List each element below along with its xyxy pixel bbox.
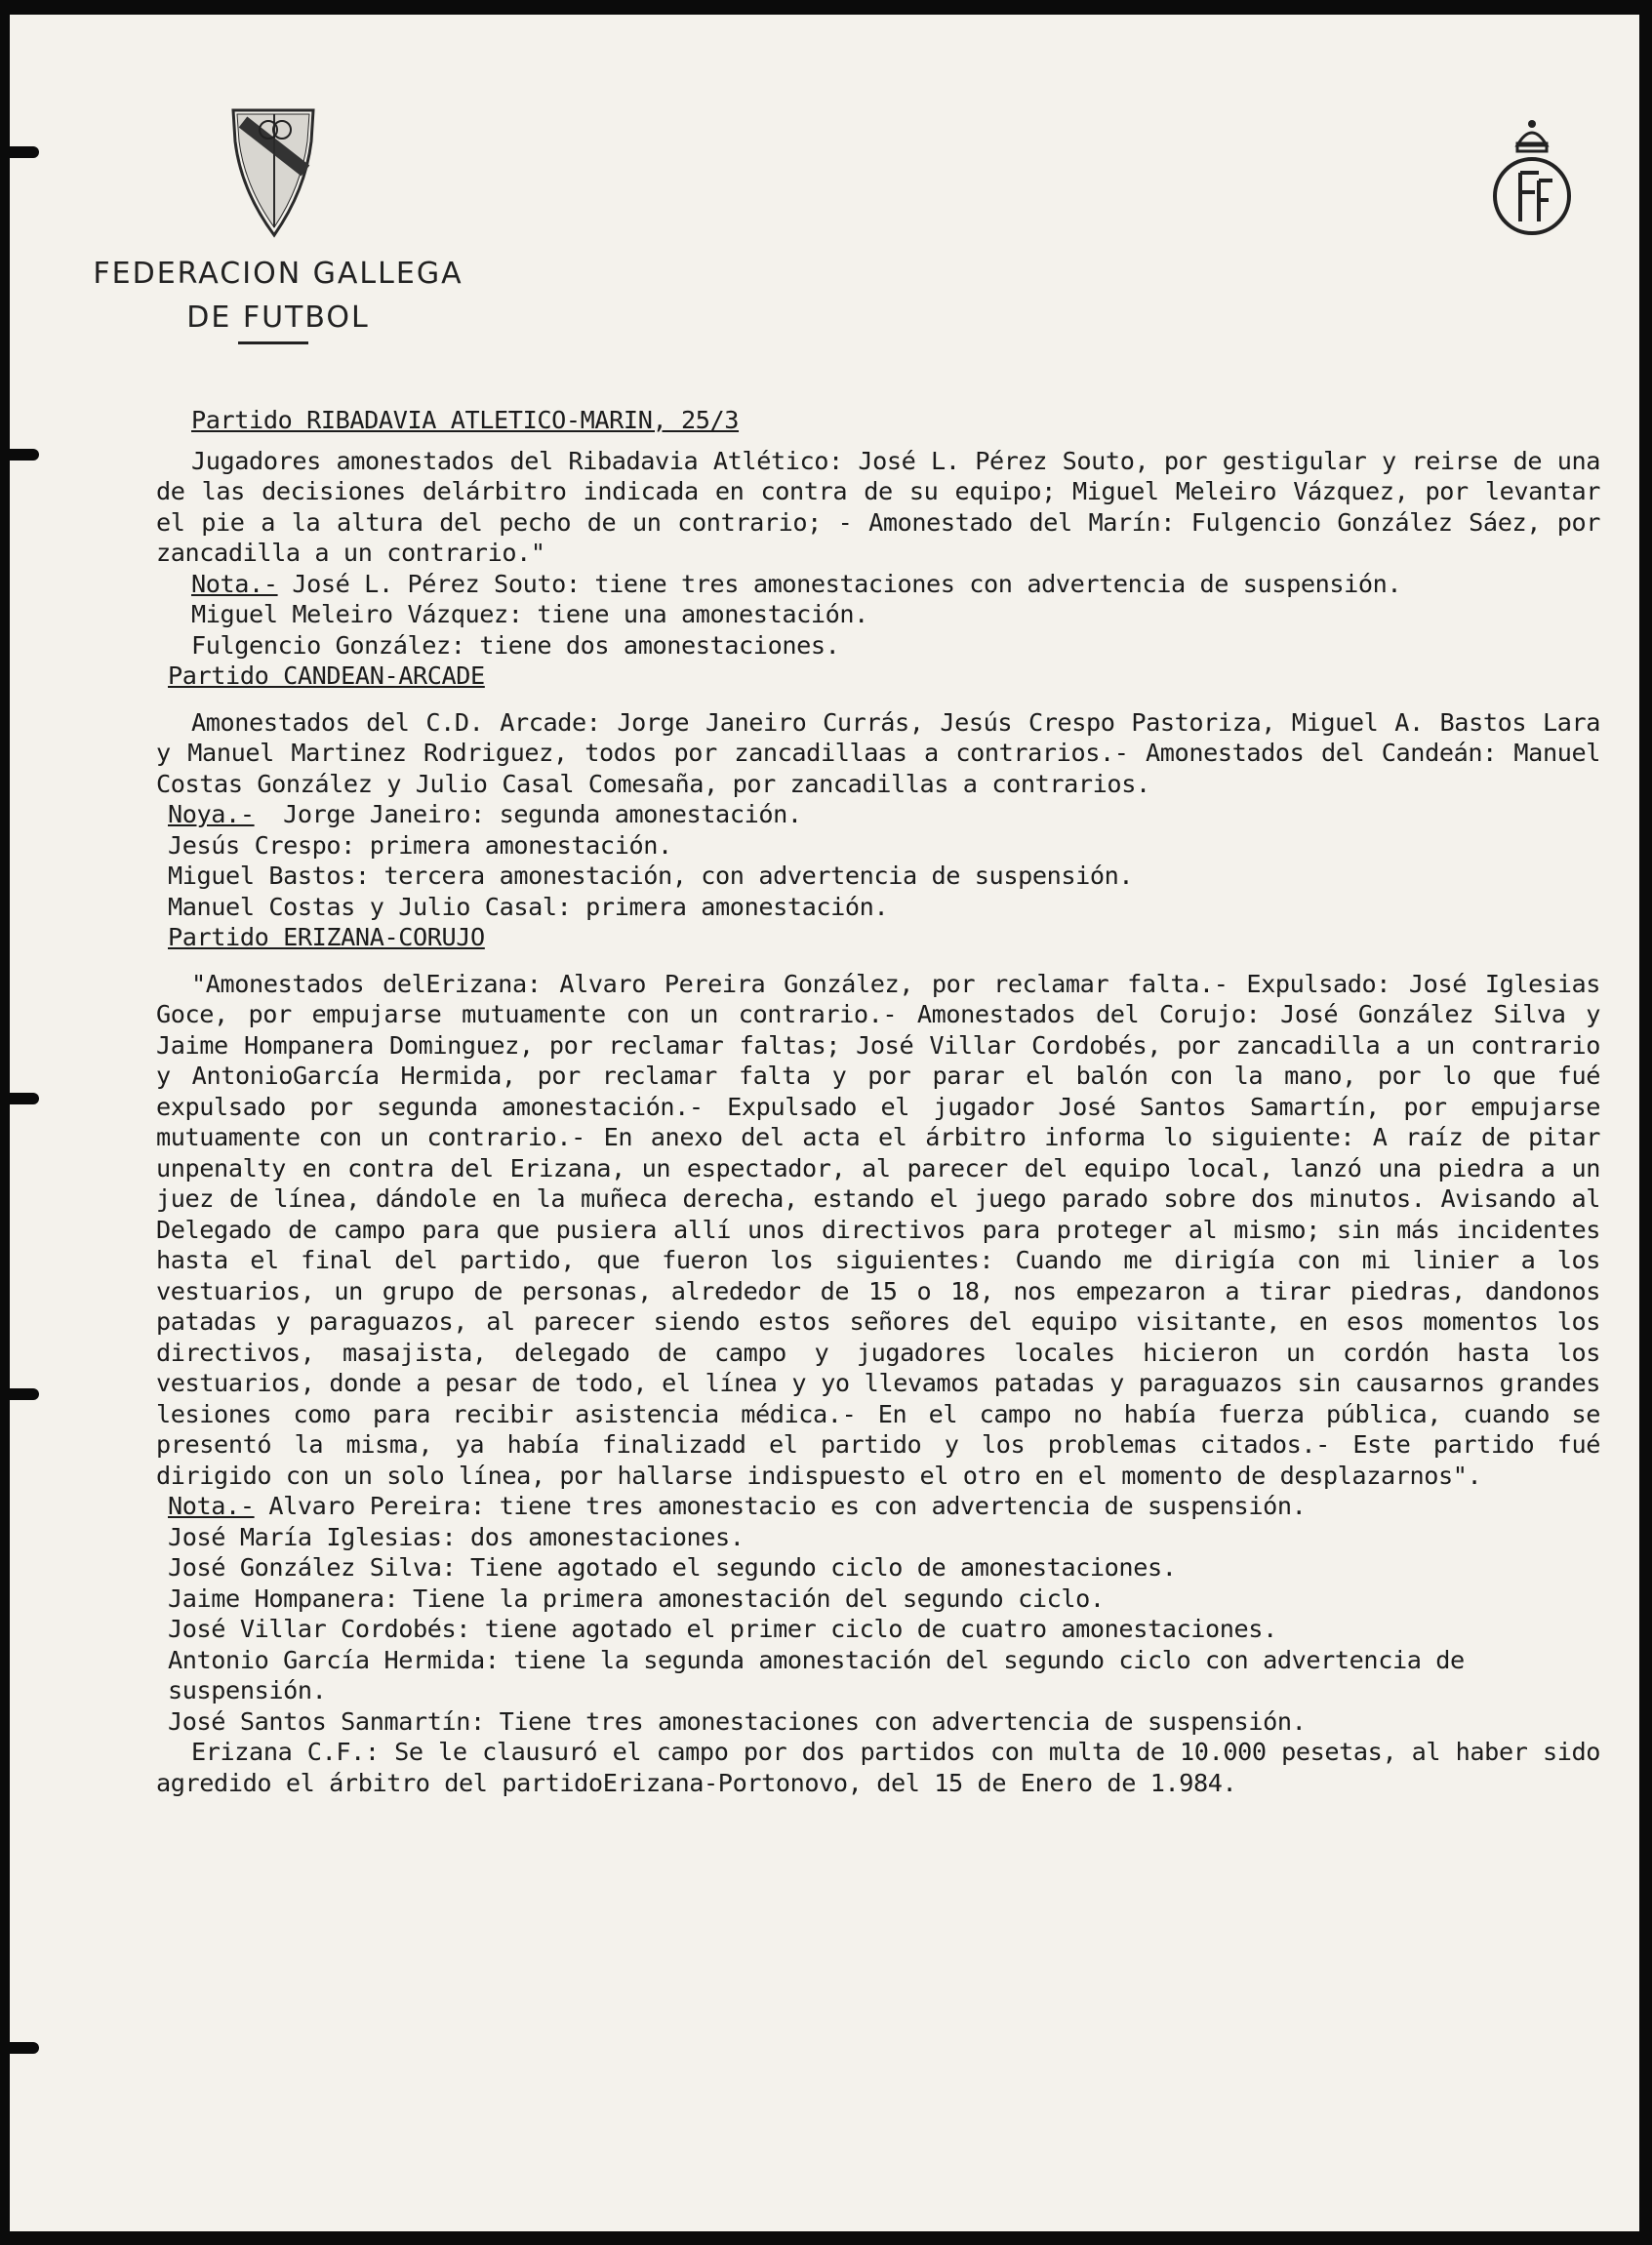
section-paragraph: "Amonestados delErizana: Alvaro Pereira González, por reclamar falta.- Expulsado: José Iglesias Goce, por empujarse mutuamente con un contrario.- Amonestados del Corujo: José González Silva y Jaime Hompanera Dominguez, por reclamar faltas; José Villar Cordobés, por zancadilla a un contrario y AntonioGarcía Hermida, por reclamar falta y por parar el balón con la mano, por lo que fué expulsado por segunda amonestación.- Expulsado el jugador José Santos Samartín, por empujarse mutuamente con un contrario.- En anexo del acta el árbitro informa lo siguiente: A raíz de pitar unpenalty en contra del Erizana, un espectador, al parecer del equipo local, lanzó una piedra a un juez de línea, dándole en la muñeca derecha, estando el juego parado sobre dos minutos. Avisando al Delegado de campo para que pusiera allí unos directivos para proteger al mismo; sin más incidentes hasta el final del partido, que fueron los siguientes: Cuando me dirigía con mi linier a los vestuarios, un grupo de personas, alrededor de 15 o 18, nos empezaron a tirar piedras, dandonos patadas y paraguazos, al parecer siendo estos señores del equipo visitante, en esos momentos los directivos, masajista, delegado de campo y jugadores locales hicieron un cordón hasta los vestuarios, donde a pesar de todo, el línea y yo llevamos patadas y paraguazos sin causarnos grandes lesiones como para recibir asistencia médica.- En el campo no había fuerza pública, cuando se presentó la misma, ya había finalizadd el partido y los problemas citados.- Este partido fué dirigido con un solo línea, por hallarse indispuesto el otro en el momento de desplazarnos". [156, 969, 1600, 1490]
section-paragraph: Amonestados del C.D. Arcade: Jorge Janeiro Currás, Jesús Crespo Pastoriza, Miguel A. Bastos Lara y Manuel Martinez Rodriguez, todos por zancadillaas a contrarios.- Amonestados del Candeán: Manuel Costas González y Julio Casal Comesaña, por zancadillas a contrarios. [156, 707, 1600, 798]
document-body [156, 405, 1600, 1798]
section-paragraph: Jugadores amonestados del Ribadavia Atlético: José L. Pérez Souto, por gestigular y reirse de una de las decisiones delárbitro indicada en contra de su equipo; Miguel Meleiro Vázquez, por levantar el pie a la altura del pecho de un contrario; - Amonestado del Marín: Fulgencio González Sáez, por zancadilla a un contrario." [156, 446, 1600, 567]
note-line: Jaime Hompanera: Tiene la primera amonestación del segundo ciclo. [168, 1584, 1105, 1613]
note-line: Antonio García Hermida: tiene la segunda amonestación del segundo ciclo con advertencia de suspensión. [168, 1645, 1465, 1704]
note-line: José González Silva: Tiene agotado el segundo ciclo de amonestaciones. [168, 1553, 1177, 1582]
note-label: Nota.- [168, 1492, 255, 1520]
binder-hole [10, 1093, 39, 1104]
note-line: Miguel Bastos: tercera amonestación, con advertencia de suspensión. [168, 862, 1134, 890]
organization-name [78, 252, 478, 340]
binder-hole [10, 1388, 39, 1400]
note-line: Jesús Crespo: primera amonestación. [168, 830, 672, 860]
note-text: Jorge Janeiro: segunda amonestación. [283, 800, 802, 828]
binder-hole [10, 146, 39, 158]
note-line [156, 1491, 1600, 1522]
note-label: Nota.- [191, 569, 278, 598]
note-line: Miguel Meleiro Vázquez: tiene una amonestación. [191, 600, 868, 628]
note-line: José Villar Cordobés: tiene agotado el primer ciclo de cuatro amonestaciones. [168, 1615, 1277, 1643]
header-rule [238, 341, 308, 344]
binder-hole [10, 449, 39, 461]
federation-crest-icon [229, 102, 317, 239]
org-line-1: FEDERACION GALLEGA [93, 257, 463, 291]
note-line: Fulgencio González: tiene dos amonestaciones. [191, 630, 840, 660]
note-line [156, 569, 1600, 600]
section-title: Partido RIBADAVIA ATLETICO-MARIN, 25/3 [191, 406, 740, 434]
rfef-emblem-icon [1488, 112, 1576, 244]
org-line-2: DE FUTBOL [186, 301, 370, 335]
section-erizana-corujo [156, 922, 1600, 1737]
binder-hole [10, 2042, 39, 2054]
section-ribadavia-marin [156, 405, 1600, 661]
section-title: Partido CANDEAN-ARCADE [168, 661, 485, 690]
note-text: José L. Pérez Souto: tiene tres amonestaciones con advertencia de suspensión. [292, 569, 1402, 598]
note-text: Alvaro Pereira: tiene tres amonestacio es con advertencia de suspensión. [268, 1492, 1307, 1520]
closing-paragraph: Erizana C.F.: Se le clausuró el campo por dos partidos con multa de 10.000 pesetas, al haber sido agredido el árbitro del partidoErizana-Portonovo, del 15 de Enero de 1.984. [156, 1738, 1600, 1797]
section-title: Partido ERIZANA-CORUJO [168, 923, 485, 951]
document-page [10, 15, 1639, 2231]
note-label: Noya.- [168, 800, 255, 828]
note-line [156, 799, 1600, 830]
note-line: Manuel Costas y Julio Casal: primera amonestación. [168, 892, 889, 921]
section-candean-arcade [156, 661, 1600, 922]
note-line: José Santos Sanmartín: Tiene tres amonestaciones con advertencia de suspensión. [168, 1706, 1307, 1736]
note-line: José María Iglesias: dos amonestaciones. [168, 1522, 745, 1551]
